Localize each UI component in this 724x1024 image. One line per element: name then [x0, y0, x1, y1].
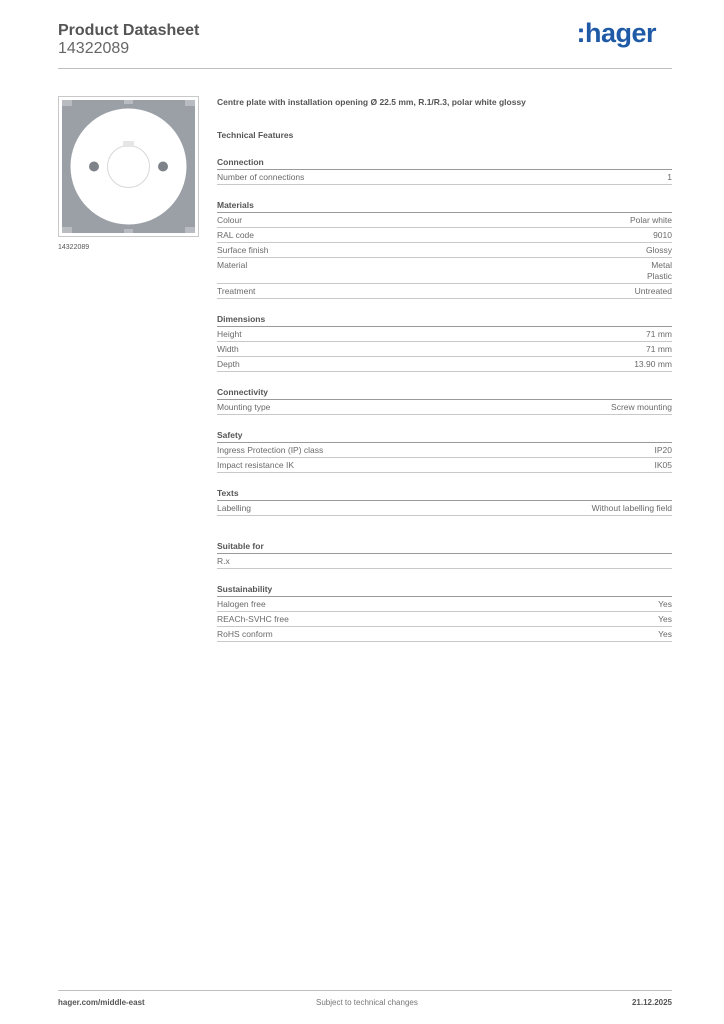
header-divider — [58, 68, 672, 69]
feature-label: Width — [217, 344, 239, 354]
feature-value — [655, 460, 673, 471]
feature-value — [630, 215, 672, 226]
feature-label: R.x — [217, 556, 230, 566]
feature-value-line: IK05 — [654, 460, 672, 470]
feature-value — [655, 445, 673, 456]
feature-value-line: Screw mounting — [611, 402, 672, 412]
feature-label: RoHS conform — [217, 629, 273, 639]
feature-label: REACh-SVHC free — [217, 614, 289, 624]
page-header — [58, 18, 672, 70]
installation-opening — [108, 146, 150, 188]
feature-label: Impact resistance IK — [217, 460, 295, 470]
feature-label: Depth — [217, 359, 240, 369]
technical-content — [217, 96, 672, 642]
feature-section — [217, 487, 672, 516]
feature-value-line: 71 mm — [646, 329, 672, 339]
product-description: Centre plate with installation opening Ø 22.5 mm, R.1/R.3, polar white glossy — [217, 97, 526, 107]
section-title: Dimensions — [217, 313, 672, 327]
feature-label: Halogen free — [217, 599, 266, 609]
feature-value — [647, 260, 672, 282]
hager-logo: :hager — [576, 18, 656, 48]
feature-section — [217, 429, 672, 473]
feature-sections — [217, 156, 672, 642]
feature-label: Surface finish — [217, 245, 269, 255]
feature-value-line — [670, 556, 672, 567]
feature-value — [658, 629, 672, 640]
feature-value-line: Metal — [651, 260, 672, 270]
feature-value-line: Yes — [658, 629, 672, 639]
feature-value — [646, 329, 672, 340]
footer-date: 21.12.2025 — [631, 998, 672, 1007]
feature-row — [217, 443, 672, 458]
section-title: Materials — [217, 199, 672, 213]
feature-row — [217, 554, 672, 569]
feature-value-line: 13.90 mm — [634, 359, 672, 369]
feature-row — [217, 327, 672, 342]
feature-row — [217, 284, 672, 299]
feature-value — [670, 556, 672, 567]
feature-value — [653, 230, 672, 241]
feature-value — [646, 344, 672, 355]
feature-value-line: Yes — [658, 599, 672, 609]
screw-hole-left — [89, 162, 99, 172]
document-title: Product Datasheet — [58, 22, 200, 39]
product-image — [58, 96, 199, 237]
section-title: Sustainability — [217, 583, 672, 597]
feature-label: Mounting type — [217, 402, 271, 412]
image-caption: 14322089 — [58, 244, 90, 251]
section-title: Texts — [217, 487, 672, 501]
footer-notice: Subject to technical changes — [316, 998, 418, 1007]
feature-value-line: Yes — [658, 614, 672, 624]
feature-row — [217, 627, 672, 642]
feature-row — [217, 258, 672, 284]
feature-section — [217, 199, 672, 299]
feature-value-line: Glossy — [646, 245, 672, 255]
feature-value — [667, 172, 672, 183]
feature-row — [217, 357, 672, 372]
footer-divider — [58, 990, 672, 991]
feature-value-line: 9010 — [653, 230, 672, 240]
feature-row — [217, 243, 672, 258]
feature-row — [217, 400, 672, 415]
feature-value-line: Untreated — [634, 286, 672, 296]
feature-label: Ingress Protection (IP) class — [217, 445, 324, 455]
feature-label: Height — [217, 329, 242, 339]
feature-label: Number of connections — [217, 172, 305, 182]
feature-row — [217, 228, 672, 243]
feature-value-line: Without labelling field — [591, 503, 672, 513]
feature-row — [217, 170, 672, 185]
section-title: Safety — [217, 429, 672, 443]
feature-value-line: Plastic — [646, 271, 672, 281]
feature-value — [646, 245, 672, 256]
feature-section — [217, 386, 672, 415]
feature-value — [634, 359, 672, 370]
feature-section — [217, 313, 672, 372]
section-title: Suitable for — [217, 540, 672, 554]
feature-label: Colour — [217, 215, 243, 225]
feature-label: Labelling — [217, 503, 252, 513]
feature-value — [592, 503, 672, 514]
feature-label: Material — [217, 260, 248, 270]
screw-hole-right — [158, 162, 168, 172]
feature-label: RAL code — [217, 230, 255, 240]
feature-section — [217, 583, 672, 642]
feature-row — [217, 612, 672, 627]
feature-section — [217, 540, 672, 569]
document-number: 14322089 — [58, 40, 130, 57]
feature-value — [658, 599, 672, 610]
feature-value — [658, 614, 672, 625]
feature-row — [217, 458, 672, 473]
feature-value-line: Polar white — [629, 215, 672, 225]
footer-website: hager.com/middle-east — [58, 998, 145, 1007]
centre-plate-illustration — [59, 97, 198, 236]
feature-row — [217, 213, 672, 228]
feature-row — [217, 597, 672, 612]
feature-value-line: IP20 — [654, 445, 672, 455]
feature-value-line: 71 mm — [646, 344, 672, 354]
section-title: Connection — [217, 156, 672, 170]
feature-row — [217, 501, 672, 516]
section-title: Connectivity — [217, 386, 672, 400]
feature-section — [217, 156, 672, 185]
feature-value — [611, 402, 672, 413]
feature-value-line: 1 — [667, 172, 672, 182]
feature-value — [635, 286, 672, 297]
technical-features-heading: Technical Features — [217, 130, 294, 140]
feature-row — [217, 342, 672, 357]
feature-label: Treatment — [217, 286, 256, 296]
